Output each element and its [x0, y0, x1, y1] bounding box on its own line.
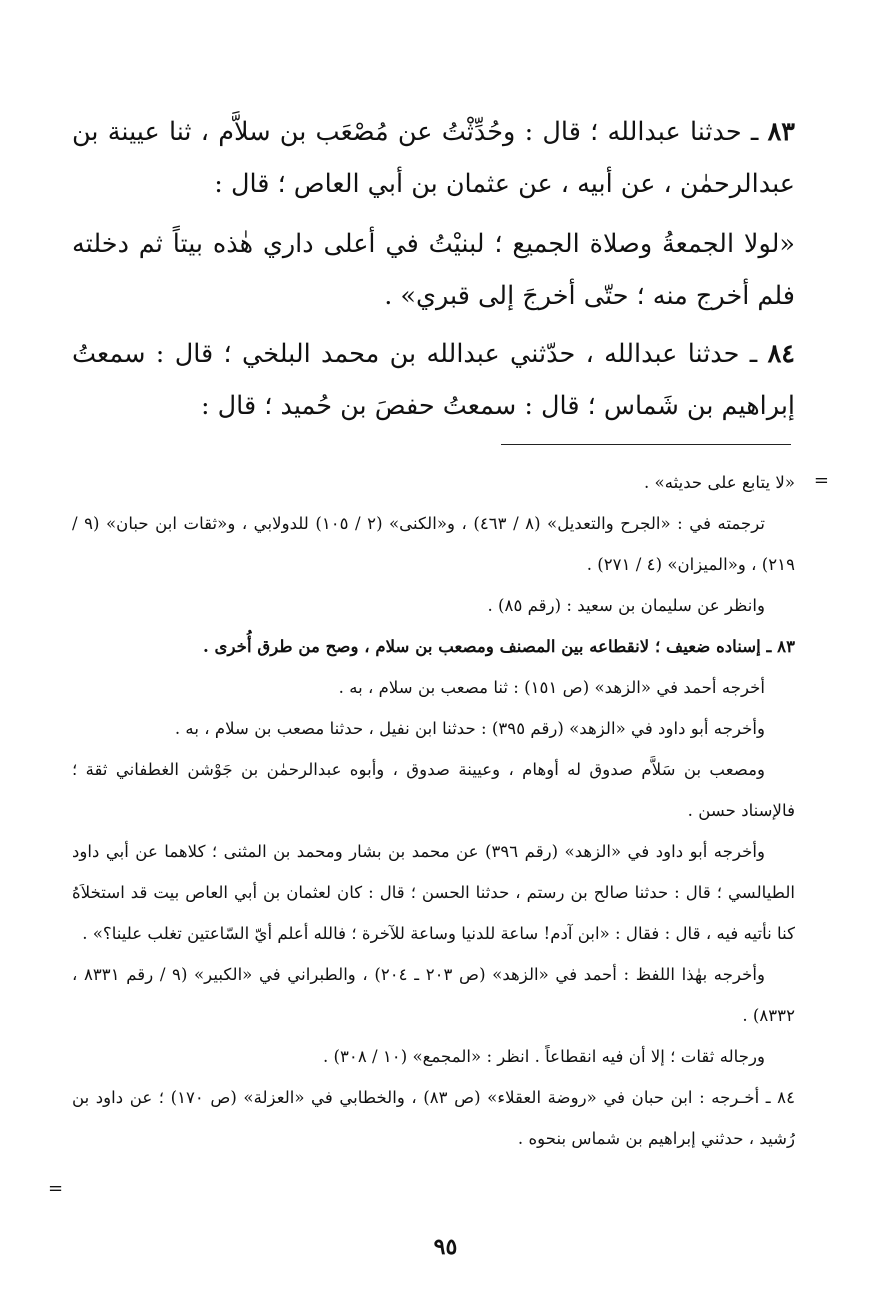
footnote-heading: ٨٣ ـ إسناده ضعيف ؛ لانقطاعه بين المصنف ومصعب بن سلام ، وصح من طرق أُخرى .: [202, 636, 795, 656]
footnote-line: أخرجه أحمد في «الزهد» (ص ١٥١) : ثنا مصعب بن سلام ، به .: [338, 678, 765, 697]
quote-83: «لولا الجمعةُ وصلاة الجميع ؛ لبنيْتُ في أعلى داري هٰذه بيتاً ثم دخلته فلم أخرج منه ؛ حتّى أخرجَ إلى قبري» .: [72, 229, 795, 311]
continued-mark: =: [48, 1178, 64, 1199]
footnote-line: ترجمته في : «الجرح والتعديل» (٨ / ٤٦٣) ، و«الكنى» (٢ / ١٠٥) للدولابي ، و«ثقات ابن حبان» (٩ / ٢١٩) ، و«الميزان» (٤ / ٢٧١) .: [72, 514, 795, 574]
footnote-line: ٨٤ ـ أخـرجه : ابن حبان في «روضة العقلاء» (ص ٨٣) ، والخطابي في «العزلة» (ص ١٧٠) ؛ عن داود بن رُشيد ، حدثني إبراهيم بن شماس بنحوه .: [72, 1088, 795, 1148]
narration-84: [72, 328, 795, 432]
main-text: [72, 106, 795, 440]
footnote-line: ورجاله ثقات ؛ إلا أن فيه انقطاعاً . انظر : «المجمع» (١٠ / ٣٠٨) .: [322, 1047, 765, 1066]
footnote-line: وأخرجه بهٰذا اللفظ : أحمد في «الزهد» (ص ٢٠٣ ـ ٢٠٤) ، والطبراني في «الكبير» (٩ / رقم ٨٣٣١ ، ٨٣٣٢) .: [72, 965, 795, 1025]
footnote-line: «لا يتابع على حديثه» .: [644, 473, 795, 492]
continuation-mark: =: [813, 470, 829, 491]
page-number: ٩٥: [433, 1234, 458, 1260]
hadith-number: ٨٤: [767, 339, 795, 369]
footnote-line: ومصعب بن سَلاَّم صدوق له أوهام ، وعيينة صدوق ، وأبوه عبدالرحمٰن بن جَوْشن الغطفاني ثقة ؛ فالإسناد حسن .: [72, 760, 795, 820]
hadith-number: ٨٣: [767, 117, 795, 147]
footnote-divider: [501, 444, 791, 445]
narration-text: ـ حدثنا عبدالله ، حدّثني عبدالله بن محمد البلخي ؛ قال : سمعتُ إبراهيم بن شَماس ؛ قال : سمعتُ حفصَ بن حُميد ؛ قال :: [72, 339, 795, 421]
footnote-line: وانظر عن سليمان بن سعيد : (رقم ٨٥) .: [487, 596, 765, 615]
footnotes: [72, 462, 795, 1159]
footnote-line: وأخرجه أبو داود في «الزهد» (رقم ٣٩٦) عن محمد بن بشار ومحمد بن المثنى ؛ كلاهما عن أبي داود الطيالسي ؛ قال : حدثنا صالح بن رستم ، حدثنا الحسن ؛ قال : كان لعثمان بن أبي العاص بيت قد استخلاَهُ كنا نأتيه فيه ، قال : فقال : «ابن آدم! ساعة للدنيا وساعة للآخرة ؛ فالله أعلم أيّ السّاعتين تغلب علينا؟» .: [72, 842, 795, 943]
footnote-line: وأخرجه أبو داود في «الزهد» (رقم ٣٩٥) : حدثنا ابن نفيل ، حدثنا مصعب بن سلام ، به .: [174, 719, 765, 738]
narration-83: [72, 106, 795, 210]
narration-text: ـ حدثنا عبدالله ؛ قال : وحُدِّثْتُ عن مُصْعَب بن سلاَّم ، ثنا عيينة بن عبدالرحمٰن ، عن أبيه ، عن عثمان بن أبي العاص ؛ قال :: [72, 117, 795, 199]
